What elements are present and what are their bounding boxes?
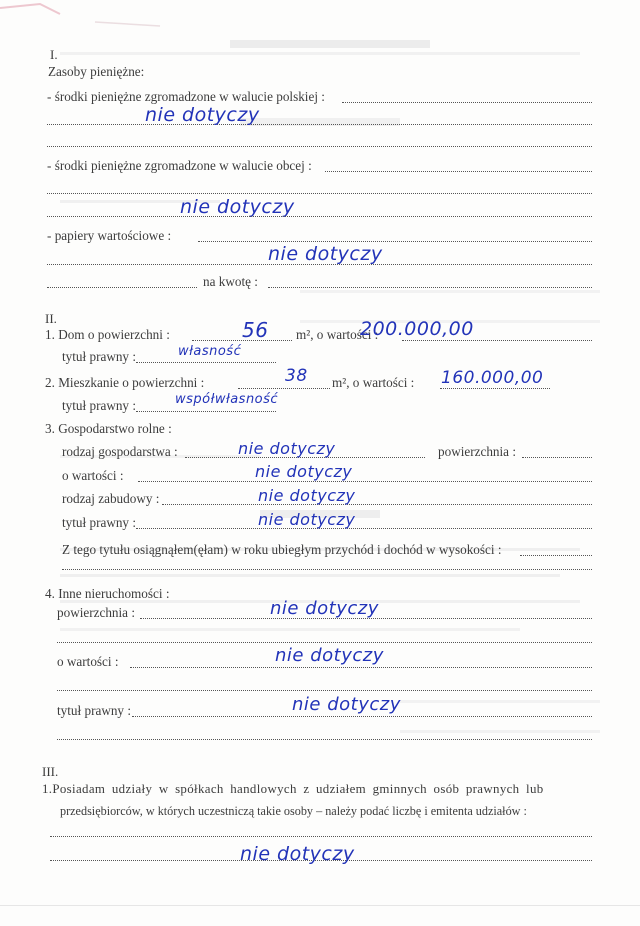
other-worth-line-2 <box>57 690 592 691</box>
other-area-label: powierzchnia : <box>57 605 135 620</box>
flat-title-label: tytuł prawny : <box>62 398 136 413</box>
flat-area-line <box>238 388 330 389</box>
securities-label: - papiery wartościowe : <box>47 228 172 243</box>
flat-value: 160.000,00 <box>441 368 544 388</box>
house-title-label: tytuł prawny : <box>62 349 136 364</box>
assets-heading: Zasoby pieniężne: <box>48 64 145 79</box>
foreign-line-3 <box>47 216 592 217</box>
other-title-value: nie dotyczy <box>292 694 401 715</box>
house-unit-label: m², o wartości : <box>296 327 379 342</box>
farm-worth-label: o wartości : <box>62 468 124 483</box>
pln-label: - środki pieniężne zgromadzone w walucie polskiej : <box>47 89 325 104</box>
other-worth-line <box>130 667 592 668</box>
farm-worth-value: nie dotyczy <box>255 462 353 481</box>
house-value-line <box>402 340 592 341</box>
shares-text-line-2: przedsiębiorców, w których uczestniczą takie osoby – należy podać liczbę i emitenta udziałów : <box>60 804 527 818</box>
other-label: 4. Inne nieruchomości : <box>45 586 170 601</box>
shares-value: nie dotyczy <box>240 843 355 865</box>
farm-buildings-value: nie dotyczy <box>258 486 356 505</box>
section-number-3: III. <box>42 764 59 779</box>
other-worth-value: nie dotyczy <box>275 645 384 666</box>
house-label: 1. Dom o powierzchni : <box>45 327 170 342</box>
farm-worth-line <box>138 481 592 482</box>
house-title-line <box>136 362 276 363</box>
other-area-value: nie dotyczy <box>270 598 379 619</box>
amount-line-right <box>268 287 592 288</box>
farm-type-value: nie dotyczy <box>238 439 336 458</box>
farm-label: 3. Gospodarstwo rolne : <box>45 421 172 436</box>
flat-title-value: współwłasność <box>175 392 279 407</box>
securities-line-2 <box>47 264 592 265</box>
farm-buildings-label: rodzaj zabudowy : <box>62 491 160 506</box>
pln-line-1 <box>342 102 592 103</box>
other-area-line-2 <box>57 642 592 643</box>
house-value: 200.000,00 <box>360 318 474 340</box>
other-title-line-2 <box>57 739 592 740</box>
foreign-line-1 <box>325 171 592 172</box>
amount-line-left <box>47 287 197 288</box>
other-worth-label: o wartości : <box>57 654 119 669</box>
pln-line-3 <box>47 146 592 147</box>
flat-title-line <box>136 411 276 412</box>
farm-type-label: rodzaj gospodarstwa : <box>62 444 178 459</box>
securities-value: nie dotyczy <box>268 243 383 265</box>
pln-value: nie dotyczy <box>145 104 260 126</box>
foreign-line-2 <box>47 193 592 194</box>
pln-line-2 <box>47 124 592 125</box>
farm-title-line <box>136 528 592 529</box>
farm-income-label: Z tego tytułu osiągnąłem(ęłam) w roku ubiegłym przychód i dochód w wysokości : <box>62 542 502 557</box>
shares-line-1 <box>50 836 592 837</box>
other-title-line <box>132 716 592 717</box>
amount-label: na kwotę : <box>203 274 258 289</box>
securities-line-1 <box>198 241 592 242</box>
farm-area-line <box>522 457 592 458</box>
section-number-1: I. <box>50 47 58 62</box>
other-title-label: tytuł prawny : <box>57 703 131 718</box>
flat-label: 2. Mieszkanie o powierzchni : <box>45 375 205 390</box>
farm-title-value: nie dotyczy <box>258 510 356 529</box>
house-title-value: własność <box>178 344 242 359</box>
farm-title-label: tytuł prawny : <box>62 515 136 530</box>
section-number-2: II. <box>45 311 57 326</box>
farm-income-line-2 <box>62 569 592 570</box>
shares-text-line-1: 1.Posiadam udziały w spółkach handlowych z udziałem gminnych osób prawnych lub <box>42 782 544 796</box>
house-area-value: 56 <box>242 318 269 342</box>
flat-area-value: 38 <box>285 366 308 386</box>
farm-income-line-1 <box>520 555 592 556</box>
farm-area-label: powierzchnia : <box>438 444 516 459</box>
farm-buildings-line <box>162 504 592 505</box>
flat-unit-label: m², o wartości : <box>332 375 415 390</box>
foreign-value: nie dotyczy <box>180 196 295 218</box>
flat-value-line <box>440 388 550 389</box>
foreign-label: - środki pieniężne zgromadzone w walucie obcej : <box>47 158 312 173</box>
